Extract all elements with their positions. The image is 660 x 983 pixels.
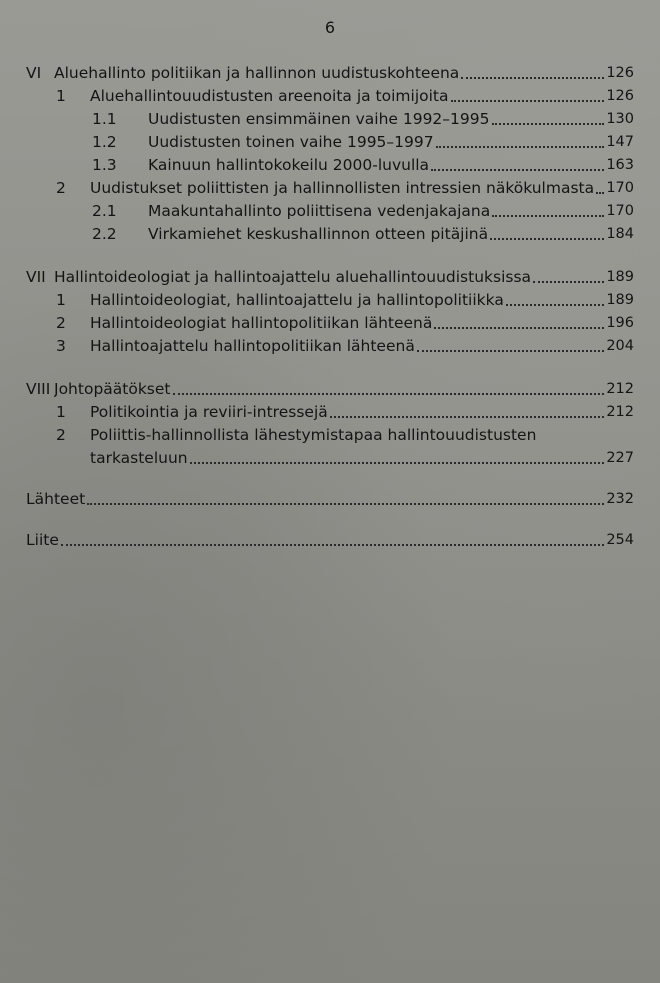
dot-leader xyxy=(451,99,605,102)
section-page: 170 xyxy=(606,180,634,197)
toc-entry-backmatter[interactable] xyxy=(26,527,634,550)
dot-leader xyxy=(434,326,604,329)
chapter-number: VIII xyxy=(26,379,51,398)
spacer xyxy=(26,468,634,486)
subsection-page: 170 xyxy=(606,203,634,220)
dot-leader xyxy=(431,168,604,171)
dot-leader xyxy=(533,280,604,283)
dot-leader xyxy=(87,502,604,505)
backmatter-page: 254 xyxy=(606,532,634,549)
subsection-page: 184 xyxy=(606,226,634,243)
toc-entry-section-line2[interactable] xyxy=(26,445,634,468)
subsection-number: 2.1 xyxy=(92,201,117,220)
section-number: 2 xyxy=(56,425,66,444)
toc-entry-backmatter[interactable] xyxy=(26,486,634,509)
dot-leader xyxy=(596,191,604,194)
section-title: Hallintoideologiat hallintopolitiikan lähteenä xyxy=(90,313,433,332)
toc-entry-chapter[interactable] xyxy=(26,264,634,287)
backmatter-page: 232 xyxy=(606,491,634,508)
toc-entry-section[interactable] xyxy=(26,399,634,422)
toc-entry-section-line1[interactable] xyxy=(26,422,634,445)
section-title: Politikointia ja reviiri-intressejä xyxy=(90,402,328,421)
section-page: 204 xyxy=(606,338,634,355)
section-page: 126 xyxy=(606,88,634,105)
backmatter-title: Liite xyxy=(26,530,59,549)
section-number: 1 xyxy=(56,402,66,421)
dot-leader xyxy=(417,349,605,352)
section-number: 2 xyxy=(56,313,66,332)
toc-entry-subsection[interactable] xyxy=(26,106,634,129)
toc-entry-section[interactable] xyxy=(26,333,634,356)
chapter-title: Johtopäätökset xyxy=(54,379,171,398)
spacer xyxy=(26,509,634,527)
toc-entry-chapter[interactable] xyxy=(26,376,634,399)
toc-entry-subsection[interactable] xyxy=(26,221,634,244)
spacer xyxy=(26,356,634,376)
section-page: 196 xyxy=(606,315,634,332)
dot-leader xyxy=(461,76,604,79)
subsection-title: Uudistusten toinen vaihe 1995–1997 xyxy=(148,132,434,151)
toc-entry-subsection[interactable] xyxy=(26,198,634,221)
page-number: 6 xyxy=(324,18,336,37)
toc-entry-subsection[interactable] xyxy=(26,152,634,175)
chapter-number: VI xyxy=(26,63,42,82)
subsection-page: 147 xyxy=(606,134,634,151)
section-title: Uudistukset poliittisten ja hallinnollisten intressien näkökulmasta xyxy=(90,178,595,197)
subsection-number: 1.1 xyxy=(92,109,117,128)
dot-leader xyxy=(436,145,605,148)
dot-leader xyxy=(330,415,605,418)
dot-leader xyxy=(173,392,605,395)
subsection-title: Kainuun hallintokokeilu 2000-luvulla xyxy=(148,155,430,174)
chapter-number: VII xyxy=(26,267,46,286)
section-title: Aluehallintouudistusten areenoita ja toimijoita xyxy=(90,86,449,105)
dot-leader xyxy=(492,122,605,125)
subsection-title: Virkamiehet keskushallinnon otteen pitäjinä xyxy=(148,224,489,243)
chapter-title: Aluehallinto politiikan ja hallinnon uudistuskohteena xyxy=(54,63,460,82)
chapter-title: Hallintoideologiat ja hallintoajattelu aluehallintouudistuksissa xyxy=(54,267,532,286)
toc-entry-chapter[interactable] xyxy=(26,60,634,83)
subsection-title: Maakuntahallinto poliittisena vedenjakajana xyxy=(148,201,491,220)
section-page: 227 xyxy=(606,450,634,467)
chapter-page: 189 xyxy=(606,269,634,286)
subsection-page: 163 xyxy=(606,157,634,174)
toc-entry-section[interactable] xyxy=(26,310,634,333)
section-number: 3 xyxy=(56,336,66,355)
toc-entry-section[interactable] xyxy=(26,175,634,198)
dot-leader xyxy=(61,543,604,546)
backmatter-title: Lähteet xyxy=(26,489,86,508)
toc-entry-section[interactable] xyxy=(26,83,634,106)
toc-entry-subsection[interactable] xyxy=(26,129,634,152)
chapter-page: 126 xyxy=(606,65,634,82)
dot-leader xyxy=(190,461,605,464)
subsection-number: 1.3 xyxy=(92,155,117,174)
section-number: 1 xyxy=(56,86,66,105)
section-number: 1 xyxy=(56,290,66,309)
section-page: 189 xyxy=(606,292,634,309)
subsection-number: 1.2 xyxy=(92,132,117,151)
section-number: 2 xyxy=(56,178,66,197)
dot-leader xyxy=(490,237,604,240)
dot-leader xyxy=(492,214,604,217)
subsection-number: 2.2 xyxy=(92,224,117,243)
section-title-continued: tarkasteluun xyxy=(90,448,188,467)
spacer xyxy=(26,244,634,264)
subsection-page: 130 xyxy=(606,111,634,128)
chapter-page: 212 xyxy=(606,381,634,398)
table-of-contents xyxy=(26,60,634,550)
section-title: Hallintoideologiat, hallintoajattelu ja hallintopolitiikka xyxy=(90,290,504,309)
section-title: Poliittis-hallinnollista lähestymistapaa hallintouudistusten xyxy=(90,425,537,444)
section-title: Hallintoajattelu hallintopolitiikan lähteenä xyxy=(90,336,415,355)
section-page: 212 xyxy=(606,404,634,421)
subsection-title: Uudistusten ensimmäinen vaihe 1992–1995 xyxy=(148,109,490,128)
toc-entry-section[interactable] xyxy=(26,287,634,310)
dot-leader xyxy=(506,303,604,306)
